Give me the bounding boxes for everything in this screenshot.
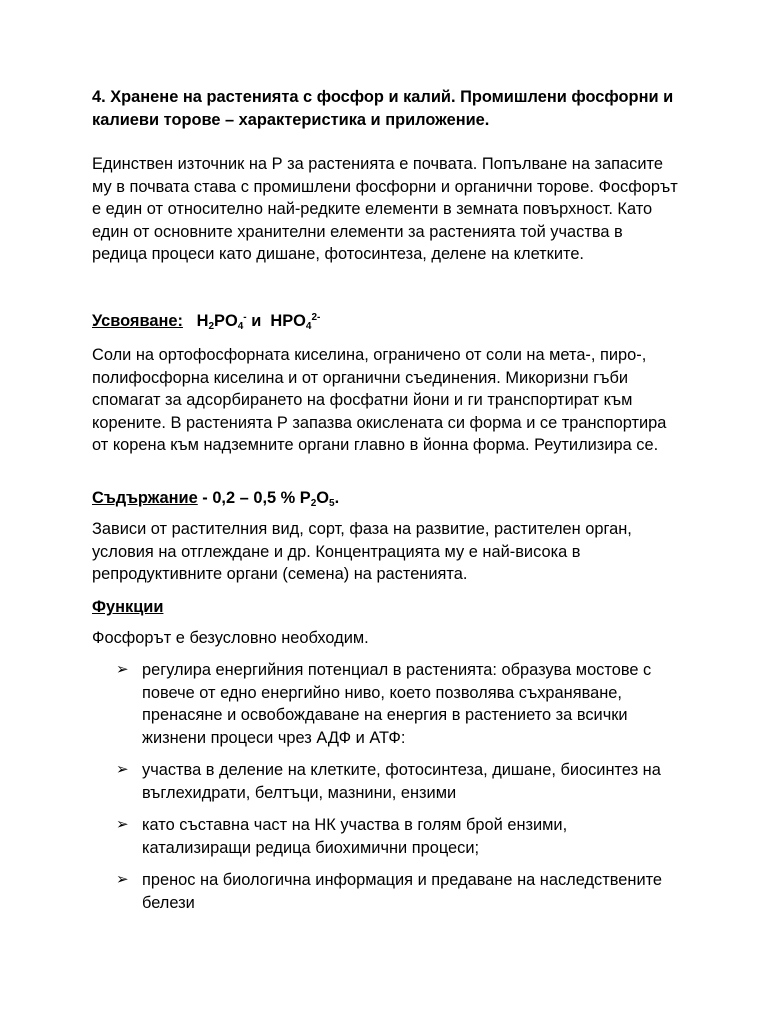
- text-line: Зависи от растителния вид, сорт, фаза на развитие, растителен орган,: [92, 520, 632, 538]
- heading-line: 4. Хранене на растенията с фосфор и калий. Промишлени фосфорни и: [92, 88, 674, 106]
- text-line: пренасяне и освобождаване на енергия в растението за всички: [142, 706, 628, 724]
- section-heading: [92, 86, 692, 131]
- arrow-bullet-icon: ➢: [116, 761, 129, 778]
- text-line: белези: [142, 893, 195, 912]
- heading-line: калиеви торове – характеристика и приложение.: [92, 110, 490, 129]
- content-paragraph: [92, 518, 692, 586]
- list-item: [142, 659, 690, 749]
- text-line: е един от относително най-редките елементи в земната повърхност. Като: [92, 200, 653, 218]
- functions-intro: Фосфорът е безусловно необходим.: [92, 629, 369, 647]
- content-label: Съдържание: [92, 489, 198, 507]
- formula-h2po4: $H_2PO_4^-$: [196, 312, 247, 332]
- text-line: един от основните хранителни елементи за растенията той участва в: [92, 222, 623, 241]
- text-line: от корена към надземните органи главно в йонна форма. Реутилизира се.: [92, 436, 659, 454]
- content-heading: [92, 487, 692, 510]
- content-value: - 0,2 – 0,5 % $P_2O_5$.: [197, 489, 340, 509]
- text-line: катализиращи редица биохимични процеси;: [142, 838, 480, 857]
- and-word: и: [251, 312, 262, 330]
- intro-paragraph: [92, 153, 692, 266]
- arrow-bullet-icon: ➢: [116, 661, 129, 678]
- text-line: Единствен източник на Р за растенията е почвата. Попълване на запасите: [92, 155, 663, 173]
- text-line: повече от едно енергийно ниво, което позволява съхраняване,: [142, 683, 622, 702]
- text-line: участва в деление на клетките, фотосинтеза, дишане, биосинтез на: [142, 761, 661, 779]
- text-line: условия на отглеждане и др. Концентрацията му е най-висока в: [92, 542, 581, 561]
- text-line: му в почвата става с промишлени фосфорни и органични торове. Фосфорът: [92, 177, 678, 196]
- text-line: спомагат за адсорбирането на фосфатни йони и ги транспортират към: [92, 391, 633, 409]
- text-line: жизнени процеси чрез АДФ и АТФ:: [142, 728, 406, 747]
- formula-hpo4: $HPO_4^{2-}$: [270, 312, 321, 332]
- arrow-bullet-icon: ➢: [116, 816, 129, 833]
- text-line: пренос на биологична информация и предаване на наследствените: [142, 871, 663, 889]
- list-item: [142, 759, 690, 804]
- text-line: редица процеси като дишане, фотосинтеза, делене на клетките.: [92, 245, 584, 263]
- arrow-bullet-icon: ➢: [116, 871, 129, 888]
- absorption-paragraph: [92, 344, 692, 457]
- text-line: полифосфорна киселина и от органични съединения. Микоризни гъби: [92, 368, 628, 387]
- functions-heading: Функции: [92, 598, 164, 616]
- text-line: репродуктивните органи (семена) на растенията.: [92, 565, 468, 583]
- text-line: корените. В растенията Р запазва окислената си форма и се транспортира: [92, 413, 667, 432]
- text-line: регулира енергийния потенциал в растенията: образува мостове с: [142, 661, 652, 679]
- text-line: Соли на ортофосфорната киселина, ограничено от соли на мета-, пиро-,: [92, 346, 647, 364]
- text-line: въглехидрати, белтъци, мазнини, ензими: [142, 783, 457, 802]
- absorption-heading: [92, 310, 692, 333]
- text-line: като съставна част на НК участва в голям брой ензими,: [142, 816, 568, 834]
- absorption-label: Усвояване:: [92, 312, 183, 330]
- list-item: [142, 869, 690, 914]
- list-item: [142, 814, 690, 859]
